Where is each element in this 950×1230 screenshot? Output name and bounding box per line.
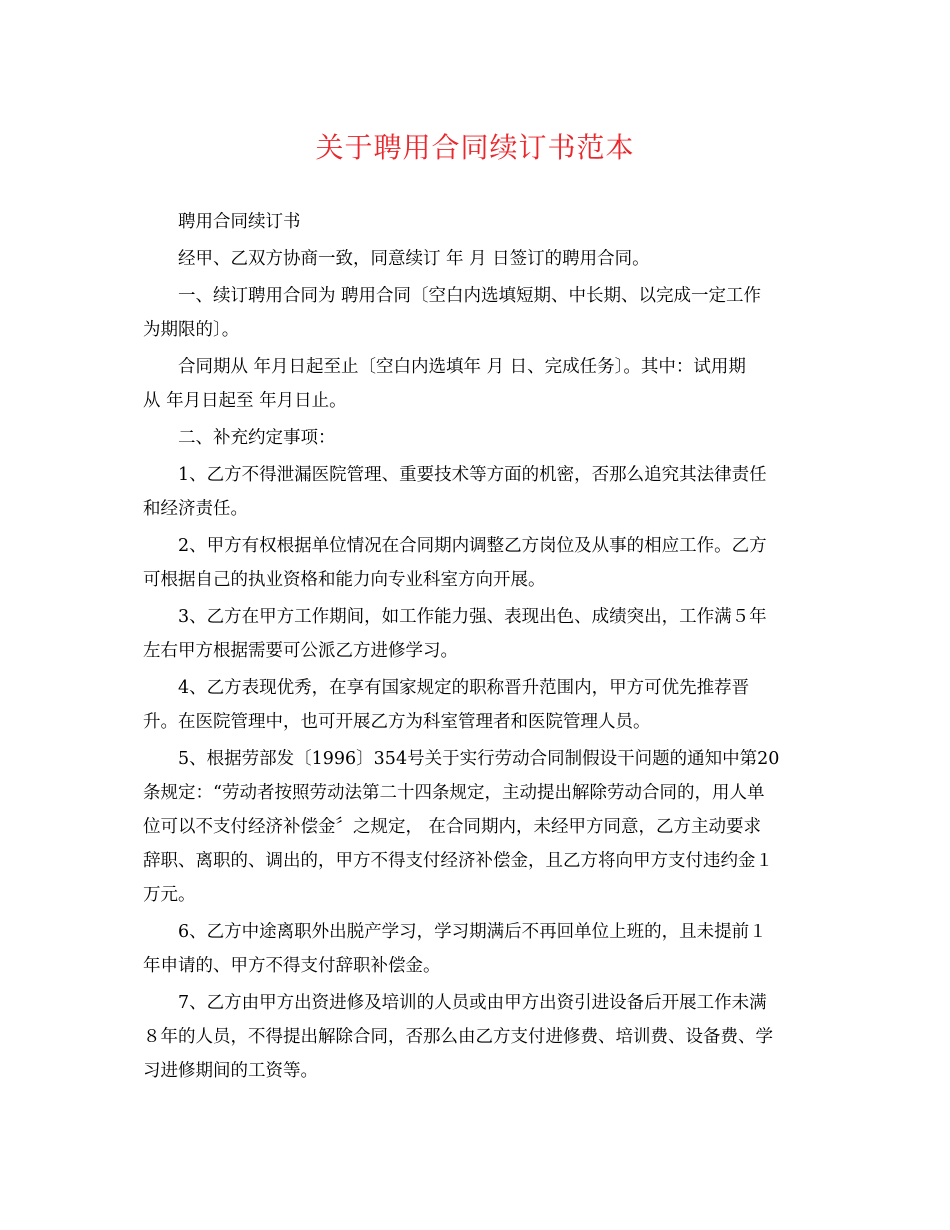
paragraph xyxy=(143,421,809,455)
paragraph-line: 6、乙方中途离职外出脱产学习，学习期满后不再回单位上班的，且未提前１ xyxy=(178,922,767,942)
paragraph xyxy=(143,986,809,1088)
paragraph-line: 2、甲方有权根据单位情况在合同期内调整乙方岗位及从事的相应工作。乙方 xyxy=(178,536,767,556)
paragraph xyxy=(143,600,809,668)
paragraph-line: 二、补充约定事项： xyxy=(178,428,336,448)
paragraph-line: 升。在医院管理中，也可开展乙方为科室管理者和医院管理人员。 xyxy=(143,712,651,732)
paragraph-line: 年申请的、甲方不得支付辞职补偿金。 xyxy=(143,956,441,976)
paragraph xyxy=(143,671,809,739)
paragraph-line: 1、乙方不得泄漏医院管理、重要技术等方面的机密，否那么追究其法律责任 xyxy=(178,465,767,485)
paragraph-line: 合同期从 年月日起至止〔空白内选填年 月 日、完成任务〕。其中：试用期 xyxy=(178,357,746,377)
paragraph-line: 4、乙方表现优秀，在享有国家规定的职称晋升范围内，甲方可优先推荐晋 xyxy=(178,678,750,698)
paragraph-line: 为期限的〕。 xyxy=(143,320,240,340)
paragraph xyxy=(143,742,809,912)
paragraph xyxy=(143,205,809,239)
paragraph-line: 5、根据劳部发〔1996〕354号关于实行劳动合同制假设干问题的通知中第20 xyxy=(178,749,780,769)
paragraph-line: 条规定：“劳动者按照劳动法第二十四条规定，主动提出解除劳动合同的，用人单 xyxy=(143,783,765,803)
paragraph-line: 7、乙方由甲方出资进修及培训的人员或由甲方出资引进设备后开展工作未满 xyxy=(178,993,767,1013)
paragraph-line: 聘用合同续订书 xyxy=(178,212,301,232)
paragraph xyxy=(143,350,809,418)
paragraph-line: 习进修期间的工资等。 xyxy=(143,1061,318,1081)
document-body xyxy=(143,205,809,1091)
paragraph-line: 辞职、离职的、调出的，甲方不得支付经济补偿金，且乙方将向甲方支付违约金１ xyxy=(143,851,773,871)
document-title: 关于聘用合同续订书范本 xyxy=(315,131,635,164)
paragraph xyxy=(143,242,809,276)
paragraph-line: ８年的人员，不得提出解除合同，否那么由乙方支付进修费、培训费、设备费、学 xyxy=(143,1027,773,1047)
paragraph-line: 左右甲方根据需要可公派乙方进修学习。 xyxy=(143,641,458,661)
paragraph-line: 3、乙方在甲方工作期间，如工作能力强、表现出色、成绩突出，工作满５年 xyxy=(178,607,767,627)
paragraph-line: 从 年月日起至 年月日止。 xyxy=(143,391,347,411)
paragraph-line: 可根据自己的执业资格和能力向专业科室方向开展。 xyxy=(143,570,546,590)
paragraph-line: 位可以不支付经济补偿金〞之规定， 在合同期内，未经甲方同意，乙方主动要求 xyxy=(143,817,762,837)
paragraph-line: 经甲、乙双方协商一致，同意续订 年 月 日签订的聘用合同。 xyxy=(178,249,650,269)
paragraph-line: 万元。 xyxy=(143,885,196,905)
paragraph xyxy=(143,529,809,597)
paragraph-line: 和经济责任。 xyxy=(143,499,248,519)
paragraph xyxy=(143,915,809,983)
paragraph xyxy=(143,458,809,526)
paragraph xyxy=(143,279,809,347)
paragraph-line: 一、续订聘用合同为 聘用合同〔空白内选填短期、中长期、以完成一定工作 xyxy=(178,286,762,306)
